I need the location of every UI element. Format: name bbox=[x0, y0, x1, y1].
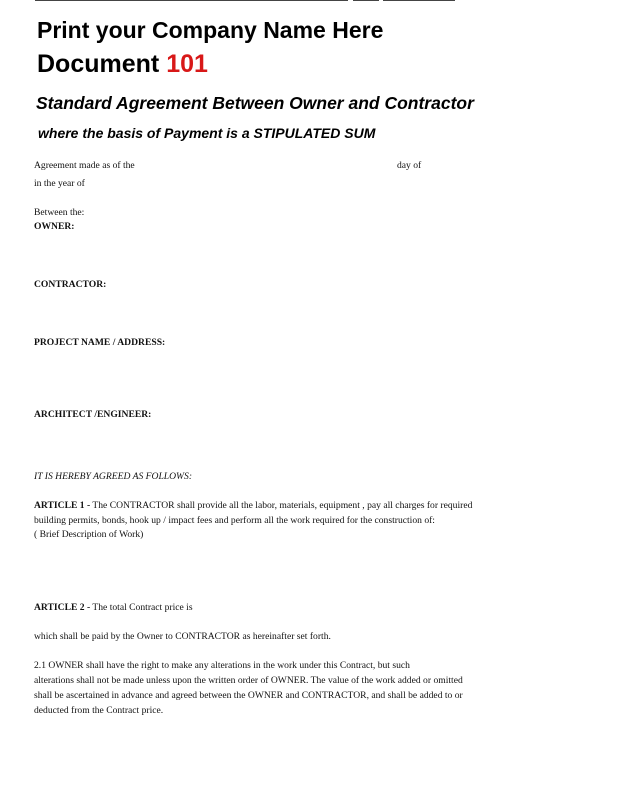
company-name-placeholder: Print your Company Name Here bbox=[37, 17, 384, 43]
between-text: Between the: bbox=[34, 207, 85, 218]
clause-2-1-line-3: shall be ascertained in advance and agreed between the OWNER and CONTRACTOR, and shall be added to or bbox=[34, 690, 463, 701]
project-label: PROJECT NAME / ADDRESS: bbox=[34, 337, 166, 348]
top-rule-left bbox=[35, 0, 348, 1]
document-number: 101 bbox=[166, 50, 208, 78]
top-rule-mid bbox=[353, 0, 379, 1]
article-2-text: The total Contract price is bbox=[90, 602, 193, 613]
agreement-title: Standard Agreement Between Owner and Contractor bbox=[36, 93, 474, 113]
agreed-heading: IT IS HEREBY AGREED AS FOLLOWS: bbox=[34, 471, 193, 482]
article-1-text: The CONTRACTOR shall provide all the labor, materials, equipment , pay all charges for required bbox=[90, 500, 473, 511]
architect-label: ARCHITECT /ENGINEER: bbox=[34, 409, 152, 420]
article-1-line-1 bbox=[34, 501, 472, 511]
top-rule-right bbox=[383, 0, 455, 1]
clause-2-1-line-2: alterations shall not be made unless upon the written order of OWNER. The value of the work added or omitted bbox=[34, 675, 463, 686]
contractor-label: CONTRACTOR: bbox=[34, 279, 107, 290]
day-of-text: day of bbox=[397, 160, 422, 171]
article-2-line-2: which shall be paid by the Owner to CONTRACTOR as hereinafter set forth. bbox=[34, 631, 331, 642]
document-label: Document bbox=[37, 50, 160, 78]
made-as-of-text: Agreement made as of the bbox=[34, 160, 135, 171]
owner-label: OWNER: bbox=[34, 221, 75, 232]
year-of-text: in the year of bbox=[34, 178, 85, 189]
clause-2-1-line-1: 2.1 OWNER shall have the right to make any alterations in the work under this Contract, but such bbox=[34, 660, 410, 671]
agreement-subtitle: where the basis of Payment is a STIPULATED SUM bbox=[38, 125, 376, 141]
document-title bbox=[37, 50, 208, 79]
article-1-line-3: ( Brief Description of Work) bbox=[34, 529, 144, 540]
article-1-label: ARTICLE 1 - bbox=[34, 500, 91, 511]
article-2-line-1 bbox=[34, 603, 193, 613]
clause-2-1-line-4: deducted from the Contract price. bbox=[34, 705, 164, 716]
article-1-line-2: building permits, bonds, hook up / impact fees and perform all the work required for the construction of: bbox=[34, 515, 435, 526]
article-2-label: ARTICLE 2 - bbox=[34, 602, 91, 613]
